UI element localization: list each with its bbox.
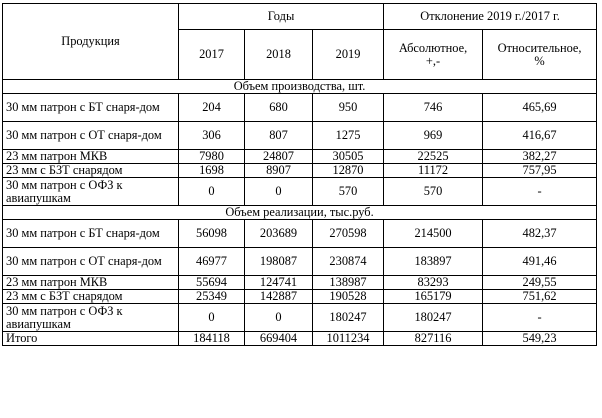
absolute-cell: 570 bbox=[384, 178, 483, 206]
table-row bbox=[3, 276, 597, 290]
value-2017-cell: 25349 bbox=[179, 290, 245, 304]
value-2018-cell: 807 bbox=[245, 122, 313, 150]
value-2017-cell: 46977 bbox=[179, 248, 245, 276]
table-row bbox=[3, 150, 597, 164]
table-row bbox=[3, 178, 597, 206]
table-row bbox=[3, 304, 597, 332]
value-2018-cell: 124741 bbox=[245, 276, 313, 290]
total-relative-cell: 549,23 bbox=[483, 332, 597, 346]
value-2018-cell: 203689 bbox=[245, 220, 313, 248]
value-2018-cell: 8907 bbox=[245, 164, 313, 178]
total-absolute-cell: 827116 bbox=[384, 332, 483, 346]
absolute-cell: 183897 bbox=[384, 248, 483, 276]
total-2019-cell: 1011234 bbox=[313, 332, 384, 346]
header-row-top bbox=[3, 4, 597, 30]
document-table-container bbox=[2, 3, 597, 346]
table-row bbox=[3, 290, 597, 304]
value-2018-cell: 680 bbox=[245, 94, 313, 122]
value-2017-cell: 7980 bbox=[179, 150, 245, 164]
absolute-cell: 11172 bbox=[384, 164, 483, 178]
product-cell: 23 мм патрон МКВ bbox=[3, 276, 179, 290]
total-2017-cell: 184118 bbox=[179, 332, 245, 346]
relative-cell: 751,62 bbox=[483, 290, 597, 304]
header-relative: Относительное, % bbox=[483, 30, 597, 80]
absolute-cell: 83293 bbox=[384, 276, 483, 290]
header-absolute: Абсолютное, +,- bbox=[384, 30, 483, 80]
value-2019-cell: 12870 bbox=[313, 164, 384, 178]
absolute-cell: 214500 bbox=[384, 220, 483, 248]
value-2019-cell: 230874 bbox=[313, 248, 384, 276]
value-2018-cell: 0 bbox=[245, 304, 313, 332]
total-row bbox=[3, 332, 597, 346]
product-cell: 30 мм патрон с БТ снаря-дом bbox=[3, 94, 179, 122]
absolute-cell: 969 bbox=[384, 122, 483, 150]
value-2019-cell: 180247 bbox=[313, 304, 384, 332]
relative-cell: - bbox=[483, 304, 597, 332]
product-cell: 30 мм патрон с ОТ снаря-дом bbox=[3, 248, 179, 276]
value-2017-cell: 306 bbox=[179, 122, 245, 150]
value-2018-cell: 198087 bbox=[245, 248, 313, 276]
header-year-2019: 2019 bbox=[313, 30, 384, 80]
section-sales-title: Объем реализации, тыс.руб. bbox=[3, 206, 597, 220]
value-2019-cell: 270598 bbox=[313, 220, 384, 248]
table-row bbox=[3, 94, 597, 122]
product-cell: 23 мм с БЗТ снарядом bbox=[3, 290, 179, 304]
value-2019-cell: 138987 bbox=[313, 276, 384, 290]
relative-cell: 416,67 bbox=[483, 122, 597, 150]
value-2019-cell: 30505 bbox=[313, 150, 384, 164]
value-2019-cell: 1275 bbox=[313, 122, 384, 150]
absolute-cell: 746 bbox=[384, 94, 483, 122]
data-table bbox=[2, 3, 597, 346]
product-cell: 30 мм патрон с БТ снаря-дом bbox=[3, 220, 179, 248]
header-year-2017: 2017 bbox=[179, 30, 245, 80]
value-2017-cell: 1698 bbox=[179, 164, 245, 178]
product-cell: 30 мм патрон с ОФЗ к авиапушкам bbox=[3, 178, 179, 206]
header-deviation: Отклонение 2019 г./2017 г. bbox=[384, 4, 597, 30]
table-row bbox=[3, 220, 597, 248]
value-2017-cell: 0 bbox=[179, 178, 245, 206]
value-2019-cell: 570 bbox=[313, 178, 384, 206]
value-2018-cell: 142887 bbox=[245, 290, 313, 304]
relative-cell: 382,27 bbox=[483, 150, 597, 164]
relative-cell: 757,95 bbox=[483, 164, 597, 178]
value-2017-cell: 0 bbox=[179, 304, 245, 332]
header-years: Годы bbox=[179, 4, 384, 30]
value-2017-cell: 55694 bbox=[179, 276, 245, 290]
value-2017-cell: 56098 bbox=[179, 220, 245, 248]
value-2018-cell: 0 bbox=[245, 178, 313, 206]
section-row-production bbox=[3, 80, 597, 94]
table-row bbox=[3, 122, 597, 150]
absolute-cell: 22525 bbox=[384, 150, 483, 164]
relative-cell: 249,55 bbox=[483, 276, 597, 290]
header-product: Продукция bbox=[3, 4, 179, 80]
relative-cell: - bbox=[483, 178, 597, 206]
total-label-cell: Итого bbox=[3, 332, 179, 346]
absolute-cell: 165179 bbox=[384, 290, 483, 304]
relative-cell: 491,46 bbox=[483, 248, 597, 276]
product-cell: 23 мм с БЗТ снарядом bbox=[3, 164, 179, 178]
table-row bbox=[3, 164, 597, 178]
value-2019-cell: 190528 bbox=[313, 290, 384, 304]
relative-cell: 465,69 bbox=[483, 94, 597, 122]
product-cell: 30 мм патрон с ОТ снаря-дом bbox=[3, 122, 179, 150]
relative-cell: 482,37 bbox=[483, 220, 597, 248]
table-row bbox=[3, 248, 597, 276]
section-production-title: Объем производства, шт. bbox=[3, 80, 597, 94]
header-year-2018: 2018 bbox=[245, 30, 313, 80]
product-cell: 23 мм патрон МКВ bbox=[3, 150, 179, 164]
section-row-sales bbox=[3, 206, 597, 220]
value-2017-cell: 204 bbox=[179, 94, 245, 122]
product-cell: 30 мм патрон с ОФЗ к авиапушкам bbox=[3, 304, 179, 332]
total-2018-cell: 669404 bbox=[245, 332, 313, 346]
absolute-cell: 180247 bbox=[384, 304, 483, 332]
value-2018-cell: 24807 bbox=[245, 150, 313, 164]
value-2019-cell: 950 bbox=[313, 94, 384, 122]
